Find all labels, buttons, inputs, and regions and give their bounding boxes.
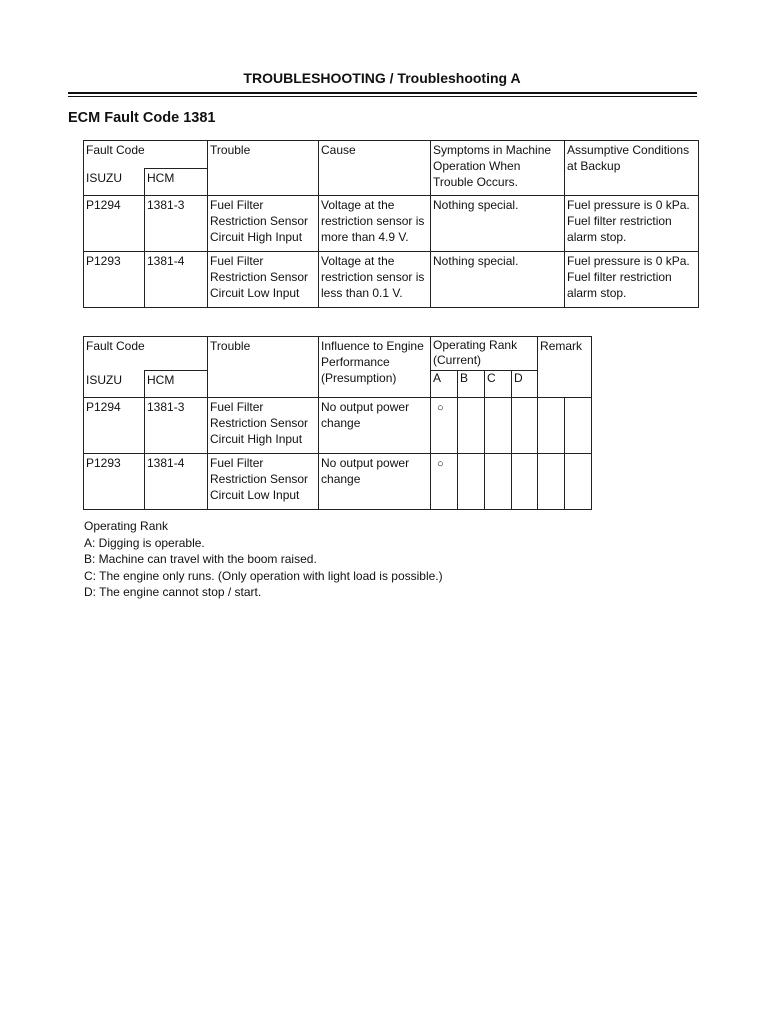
cell-trouble: Fuel Filter Restriction Sensor Circuit High Input: [208, 398, 319, 454]
header-influence: Influence to Engine Performance (Presumption): [319, 337, 431, 398]
header-fault-code: Fault Code: [84, 141, 208, 169]
cell-remark-right: [565, 398, 592, 454]
page-header-title: TROUBLESHOOTING / Troubleshooting A: [243, 70, 521, 86]
cell-rank-c: [485, 398, 512, 454]
table-row: [84, 196, 699, 252]
header-operating-rank: Operating Rank (Current): [431, 337, 538, 371]
cell-remark-right: [565, 454, 592, 510]
cell-assumptive: Fuel pressure is 0 kPa. Fuel filter restriction alarm stop.: [565, 196, 699, 252]
note-rank-c: C: The engine only runs. (Only operation with light load is possible.): [84, 568, 443, 583]
table-row: [84, 398, 592, 454]
cell-isuzu: P1293: [84, 252, 145, 308]
cell-symptoms: Nothing special.: [431, 196, 565, 252]
header-hcm: HCM: [145, 371, 208, 398]
cell-isuzu: P1294: [84, 196, 145, 252]
cell-hcm: 1381-4: [145, 252, 208, 308]
operating-rank-table: [83, 336, 592, 510]
cell-influence: No output power change: [319, 398, 431, 454]
table-row: [84, 454, 592, 510]
cell-rank-d: [512, 454, 538, 510]
note-rank-a: A: Digging is operable.: [84, 535, 205, 550]
header-symptoms: Symptoms in Machine Operation When Trouble Occurs.: [431, 141, 565, 196]
header-trouble: Trouble: [208, 337, 319, 398]
operating-rank-notes: [84, 518, 443, 601]
header-rank-b: B: [458, 371, 485, 398]
fault-code-table: [83, 140, 699, 308]
cell-trouble: Fuel Filter Restriction Sensor Circuit Low Input: [208, 454, 319, 510]
cell-influence: No output power change: [319, 454, 431, 510]
notes-title: Operating Rank: [84, 519, 169, 533]
section-title: ECM Fault Code 1381: [68, 110, 216, 126]
table-row: [84, 252, 699, 308]
note-rank-d: D: The engine cannot stop / start.: [84, 585, 262, 599]
cell-cause: Voltage at the restriction sensor is more than 4.9 V.: [319, 196, 431, 252]
cell-symptoms: Nothing special.: [431, 252, 565, 308]
header-rule-thin: [68, 96, 697, 97]
header-rank-a: A: [431, 371, 458, 398]
header-trouble: Trouble: [208, 141, 319, 196]
rank-mark: ○: [437, 458, 444, 470]
header-rule-thick: [68, 92, 697, 94]
cell-hcm: 1381-3: [145, 398, 208, 454]
cell-isuzu: P1294: [84, 398, 145, 454]
cell-remark-left: [538, 398, 565, 454]
cell-hcm: 1381-3: [145, 196, 208, 252]
cell-rank-d: [512, 398, 538, 454]
header-remark: Remark: [538, 337, 592, 398]
cell-trouble: Fuel Filter Restriction Sensor Circuit Low Input: [208, 252, 319, 308]
cell-rank-a: [431, 454, 458, 510]
cell-trouble: Fuel Filter Restriction Sensor Circuit High Input: [208, 196, 319, 252]
header-isuzu: ISUZU: [84, 371, 145, 398]
header-cause: Cause: [319, 141, 431, 196]
cell-rank-b: [458, 454, 485, 510]
cell-rank-b: [458, 398, 485, 454]
cell-assumptive: Fuel pressure is 0 kPa. Fuel filter restriction alarm stop.: [565, 252, 699, 308]
cell-cause: Voltage at the restriction sensor is less than 0.1 V.: [319, 252, 431, 308]
header-isuzu: ISUZU: [84, 169, 145, 196]
cell-remark-left: [538, 454, 565, 510]
note-rank-b: B: Machine can travel with the boom raised.: [84, 552, 317, 566]
cell-rank-a: [431, 398, 458, 454]
header-rank-c: C: [485, 371, 512, 398]
rank-mark: ○: [437, 402, 444, 414]
header-assumptive-conditions: Assumptive Conditions at Backup: [565, 141, 699, 196]
header-hcm: HCM: [145, 169, 208, 196]
header-fault-code: Fault Code: [84, 337, 208, 371]
header-rank-d: D: [512, 371, 538, 398]
cell-hcm: 1381-4: [145, 454, 208, 510]
cell-rank-c: [485, 454, 512, 510]
cell-isuzu: P1293: [84, 454, 145, 510]
